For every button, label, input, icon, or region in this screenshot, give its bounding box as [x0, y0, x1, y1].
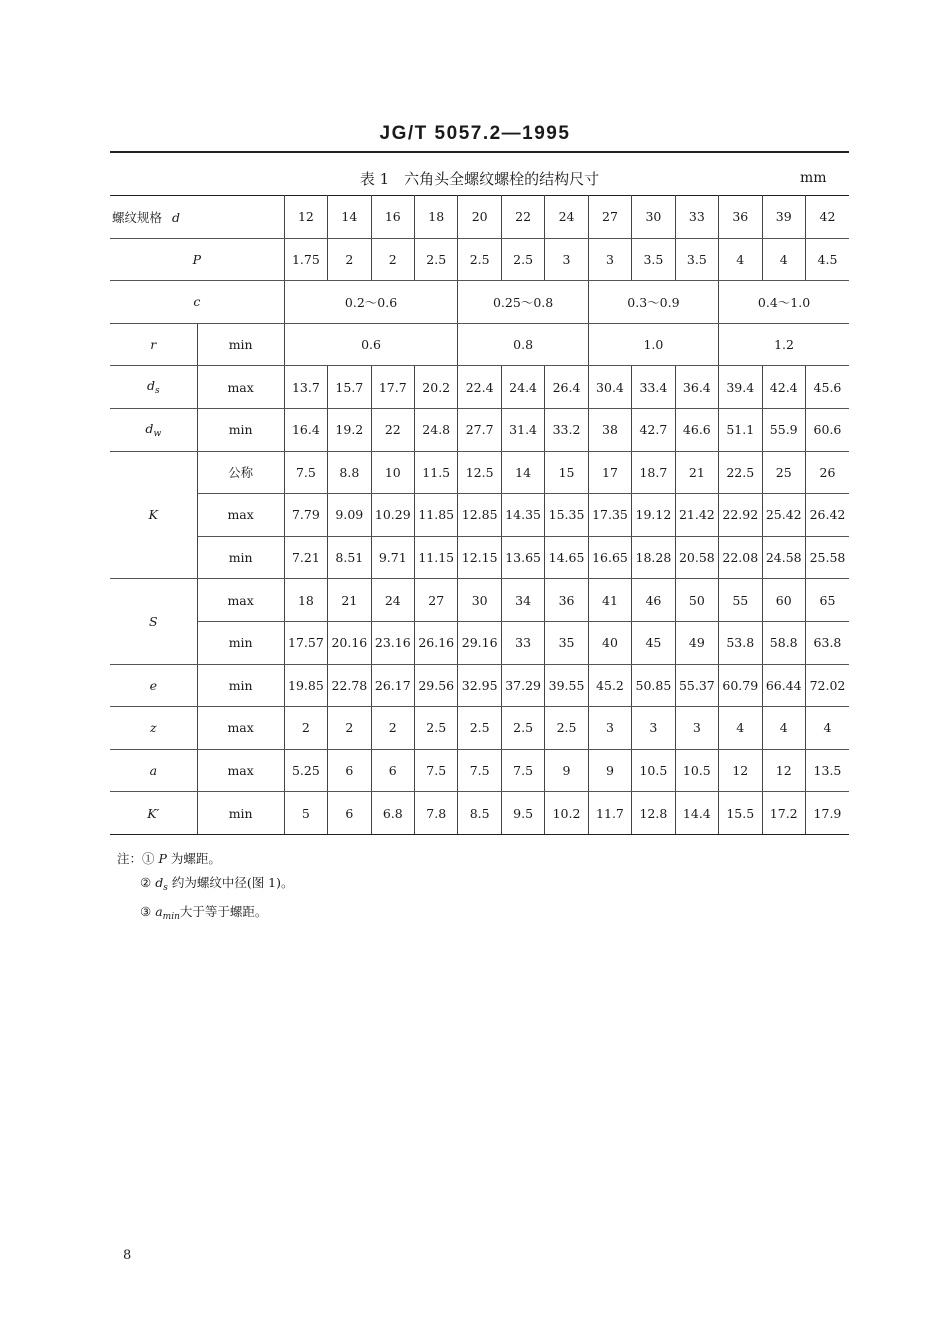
value-cell: 0.6: [284, 323, 458, 366]
value-cell: 7.8: [415, 792, 458, 835]
row-K-prime: [110, 792, 849, 835]
value-cell: 2: [371, 238, 414, 281]
sub-label: max: [197, 366, 284, 409]
value-cell: 26.17: [371, 664, 414, 707]
value-cell: 14.65: [545, 536, 588, 579]
note-2: ② $d_s$ 约为螺纹中径(图 1)。: [140, 875, 294, 893]
value-cell: 17.57: [284, 621, 327, 664]
value-cell: 9.09: [328, 494, 371, 537]
value-cell: 26.4: [545, 366, 588, 409]
value-cell: 3.5: [675, 238, 718, 281]
value-cell: 7.5: [501, 749, 544, 792]
value-cell: 12: [719, 749, 762, 792]
sub-label: min: [197, 323, 284, 366]
value-cell: 24.4: [501, 366, 544, 409]
value-cell: 33.2: [545, 408, 588, 451]
symbol-c: c: [110, 281, 284, 324]
value-cell: 36: [545, 579, 588, 622]
value-cell: 3: [675, 707, 718, 750]
value-cell: 9: [545, 749, 588, 792]
value-cell: 37.29: [501, 664, 544, 707]
value-cell: 46.6: [675, 408, 718, 451]
row-K-min: [110, 536, 849, 579]
sub-label: min: [197, 536, 284, 579]
value-cell: 3: [588, 238, 631, 281]
symbol-S: S: [110, 579, 197, 664]
value-cell: 10: [371, 451, 414, 494]
value-cell: 72.02: [805, 664, 849, 707]
value-cell: 2.5: [415, 707, 458, 750]
value-cell: 11.15: [415, 536, 458, 579]
value-cell: 6: [328, 749, 371, 792]
value-cell: 25: [762, 451, 805, 494]
page-number: 8: [123, 1248, 132, 1263]
value-cell: 21.42: [675, 494, 718, 537]
value-cell: 18.7: [632, 451, 675, 494]
value-cell: 55.37: [675, 664, 718, 707]
value-cell: 42.7: [632, 408, 675, 451]
value-cell: 1.0: [588, 323, 718, 366]
value-cell: 38: [588, 408, 631, 451]
value-cell: 7.21: [284, 536, 327, 579]
value-cell: 27.7: [458, 408, 501, 451]
value-cell: 20.16: [328, 621, 371, 664]
value-cell: 17.35: [588, 494, 631, 537]
row-ds: [110, 366, 849, 409]
value-cell: 35: [545, 621, 588, 664]
value-cell: 13.7: [284, 366, 327, 409]
value-cell: 5: [284, 792, 327, 835]
value-cell: 42.4: [762, 366, 805, 409]
value-cell: 39.4: [719, 366, 762, 409]
value-cell: 29.16: [458, 621, 501, 664]
value-cell: 36.4: [675, 366, 718, 409]
value-cell: 55.9: [762, 408, 805, 451]
value-cell: 19.12: [632, 494, 675, 537]
value-cell: 24.8: [415, 408, 458, 451]
value-cell: 60.79: [719, 664, 762, 707]
value-cell: 4.5: [805, 238, 849, 281]
thread-size-label: 螺纹规格 d: [110, 196, 284, 239]
value-cell: 15.35: [545, 494, 588, 537]
value-cell: 18: [415, 196, 458, 239]
table-unit: mm: [800, 170, 827, 186]
sub-label: max: [197, 749, 284, 792]
header-rule: [110, 151, 849, 153]
value-cell: 11.5: [415, 451, 458, 494]
value-cell: 17.9: [805, 792, 849, 835]
value-cell: 9.5: [501, 792, 544, 835]
value-cell: 15: [545, 451, 588, 494]
value-cell: 45.2: [588, 664, 631, 707]
value-cell: 23.16: [371, 621, 414, 664]
value-cell: 17.7: [371, 366, 414, 409]
value-cell: 18: [284, 579, 327, 622]
value-cell: 30: [632, 196, 675, 239]
value-cell: 14.35: [501, 494, 544, 537]
value-cell: 63.8: [805, 621, 849, 664]
value-cell: 12.15: [458, 536, 501, 579]
value-cell: 22.92: [719, 494, 762, 537]
value-cell: 50.85: [632, 664, 675, 707]
value-cell: 0.3～0.9: [588, 281, 718, 324]
value-cell: 15.5: [719, 792, 762, 835]
value-cell: 21: [675, 451, 718, 494]
sub-label: min: [197, 621, 284, 664]
value-cell: 5.25: [284, 749, 327, 792]
sub-label: 公称: [197, 451, 284, 494]
value-cell: 9: [588, 749, 631, 792]
symbol-a: a: [110, 749, 197, 792]
value-cell: 22.4: [458, 366, 501, 409]
value-cell: 6.8: [371, 792, 414, 835]
value-cell: 2.5: [545, 707, 588, 750]
value-cell: 51.1: [719, 408, 762, 451]
value-cell: 4: [719, 707, 762, 750]
value-cell: 32.95: [458, 664, 501, 707]
table-notes: [117, 847, 294, 929]
value-cell: 66.44: [762, 664, 805, 707]
value-cell: 9.71: [371, 536, 414, 579]
note-1: 注：① P 为螺距。: [117, 851, 221, 866]
value-cell: 30: [458, 579, 501, 622]
value-cell: 33.4: [632, 366, 675, 409]
value-cell: 10.2: [545, 792, 588, 835]
value-cell: 0.4～1.0: [719, 281, 849, 324]
value-cell: 16.4: [284, 408, 327, 451]
value-cell: 22: [501, 196, 544, 239]
value-cell: 11.7: [588, 792, 631, 835]
value-cell: 24.58: [762, 536, 805, 579]
value-cell: 3: [588, 707, 631, 750]
symbol-dw: $d_w$: [110, 408, 197, 451]
value-cell: 4: [805, 707, 849, 750]
value-cell: 2.5: [458, 707, 501, 750]
value-cell: 20.2: [415, 366, 458, 409]
row-a: [110, 749, 849, 792]
value-cell: 12: [284, 196, 327, 239]
value-cell: 14: [501, 451, 544, 494]
row-thread-size: [110, 196, 849, 239]
value-cell: 4: [762, 238, 805, 281]
value-cell: 2: [284, 707, 327, 750]
value-cell: 41: [588, 579, 631, 622]
row-c: [110, 281, 849, 324]
value-cell: 12.5: [458, 451, 501, 494]
value-cell: 18.28: [632, 536, 675, 579]
value-cell: 25.42: [762, 494, 805, 537]
value-cell: 53.8: [719, 621, 762, 664]
sub-label: max: [197, 579, 284, 622]
value-cell: 16: [371, 196, 414, 239]
sub-label: min: [197, 792, 284, 835]
value-cell: 22.5: [719, 451, 762, 494]
value-cell: 17.2: [762, 792, 805, 835]
value-cell: 3: [632, 707, 675, 750]
value-cell: 13.65: [501, 536, 544, 579]
sub-label: min: [197, 664, 284, 707]
table-caption: 表 1 六角头全螺纹螺栓的结构尺寸: [359, 170, 600, 188]
value-cell: 7.5: [415, 749, 458, 792]
value-cell: 27: [588, 196, 631, 239]
symbol-P: P: [110, 238, 284, 281]
value-cell: 8.51: [328, 536, 371, 579]
value-cell: 20: [458, 196, 501, 239]
value-cell: 40: [588, 621, 631, 664]
value-cell: 15.7: [328, 366, 371, 409]
value-cell: 11.85: [415, 494, 458, 537]
value-cell: 22: [371, 408, 414, 451]
value-cell: 19.2: [328, 408, 371, 451]
value-cell: 31.4: [501, 408, 544, 451]
value-cell: 7.5: [284, 451, 327, 494]
symbol-e: e: [110, 664, 197, 707]
value-cell: 2.5: [501, 238, 544, 281]
value-cell: 14: [328, 196, 371, 239]
symbol-K-prime: K′: [110, 792, 197, 835]
value-cell: 12: [762, 749, 805, 792]
value-cell: 42: [805, 196, 849, 239]
value-cell: 8.5: [458, 792, 501, 835]
row-K-nominal: [110, 451, 849, 494]
value-cell: 33: [501, 621, 544, 664]
value-cell: 1.2: [719, 323, 849, 366]
value-cell: 39: [762, 196, 805, 239]
sub-label: max: [197, 494, 284, 537]
row-dw: [110, 408, 849, 451]
value-cell: 3: [545, 238, 588, 281]
value-cell: 22.08: [719, 536, 762, 579]
value-cell: 1.75: [284, 238, 327, 281]
symbol-K: K: [110, 451, 197, 579]
value-cell: 26: [805, 451, 849, 494]
value-cell: 39.55: [545, 664, 588, 707]
value-cell: 60: [762, 579, 805, 622]
value-cell: 6: [371, 749, 414, 792]
row-K-max: [110, 494, 849, 537]
value-cell: 46: [632, 579, 675, 622]
value-cell: 7.79: [284, 494, 327, 537]
value-cell: 3.5: [632, 238, 675, 281]
row-r: [110, 323, 849, 366]
value-cell: 19.85: [284, 664, 327, 707]
value-cell: 10.5: [632, 749, 675, 792]
value-cell: 24: [545, 196, 588, 239]
value-cell: 2: [328, 238, 371, 281]
value-cell: 26.42: [805, 494, 849, 537]
value-cell: 4: [762, 707, 805, 750]
value-cell: 27: [415, 579, 458, 622]
value-cell: 16.65: [588, 536, 631, 579]
value-cell: 0.8: [458, 323, 588, 366]
value-cell: 21: [328, 579, 371, 622]
value-cell: 6: [328, 792, 371, 835]
row-e: [110, 664, 849, 707]
value-cell: 14.4: [675, 792, 718, 835]
value-cell: 2: [371, 707, 414, 750]
value-cell: 2: [328, 707, 371, 750]
value-cell: 22.78: [328, 664, 371, 707]
value-cell: 10.5: [675, 749, 718, 792]
value-cell: 30.4: [588, 366, 631, 409]
value-cell: 45.6: [805, 366, 849, 409]
row-S-min: [110, 621, 849, 664]
value-cell: 60.6: [805, 408, 849, 451]
value-cell: 49: [675, 621, 718, 664]
value-cell: 4: [719, 238, 762, 281]
value-cell: 2.5: [458, 238, 501, 281]
note-3: ③ $a_{min}$大于等于螺距。: [140, 904, 268, 922]
value-cell: 50: [675, 579, 718, 622]
value-cell: 12.85: [458, 494, 501, 537]
value-cell: 34: [501, 579, 544, 622]
sub-label: min: [197, 408, 284, 451]
value-cell: 29.56: [415, 664, 458, 707]
value-cell: 24: [371, 579, 414, 622]
value-cell: 0.2～0.6: [284, 281, 458, 324]
bolt-dimension-table: [110, 195, 849, 835]
value-cell: 20.58: [675, 536, 718, 579]
value-cell: 12.8: [632, 792, 675, 835]
row-z: [110, 707, 849, 750]
row-P: [110, 238, 849, 281]
sub-label: max: [197, 707, 284, 750]
value-cell: 36: [719, 196, 762, 239]
value-cell: 26.16: [415, 621, 458, 664]
value-cell: 2.5: [415, 238, 458, 281]
value-cell: 17: [588, 451, 631, 494]
value-cell: 0.25～0.8: [458, 281, 588, 324]
value-cell: 13.5: [805, 749, 849, 792]
value-cell: 10.29: [371, 494, 414, 537]
symbol-r: r: [110, 323, 197, 366]
row-S-max: [110, 579, 849, 622]
value-cell: 7.5: [458, 749, 501, 792]
value-cell: 45: [632, 621, 675, 664]
value-cell: 55: [719, 579, 762, 622]
symbol-ds: $d_s$: [110, 366, 197, 409]
symbol-z: z: [110, 707, 197, 750]
value-cell: 58.8: [762, 621, 805, 664]
value-cell: 33: [675, 196, 718, 239]
value-cell: 25.58: [805, 536, 849, 579]
value-cell: 2.5: [501, 707, 544, 750]
value-cell: 65: [805, 579, 849, 622]
value-cell: 8.8: [328, 451, 371, 494]
standard-code: JG/T 5057.2—1995: [379, 123, 571, 144]
